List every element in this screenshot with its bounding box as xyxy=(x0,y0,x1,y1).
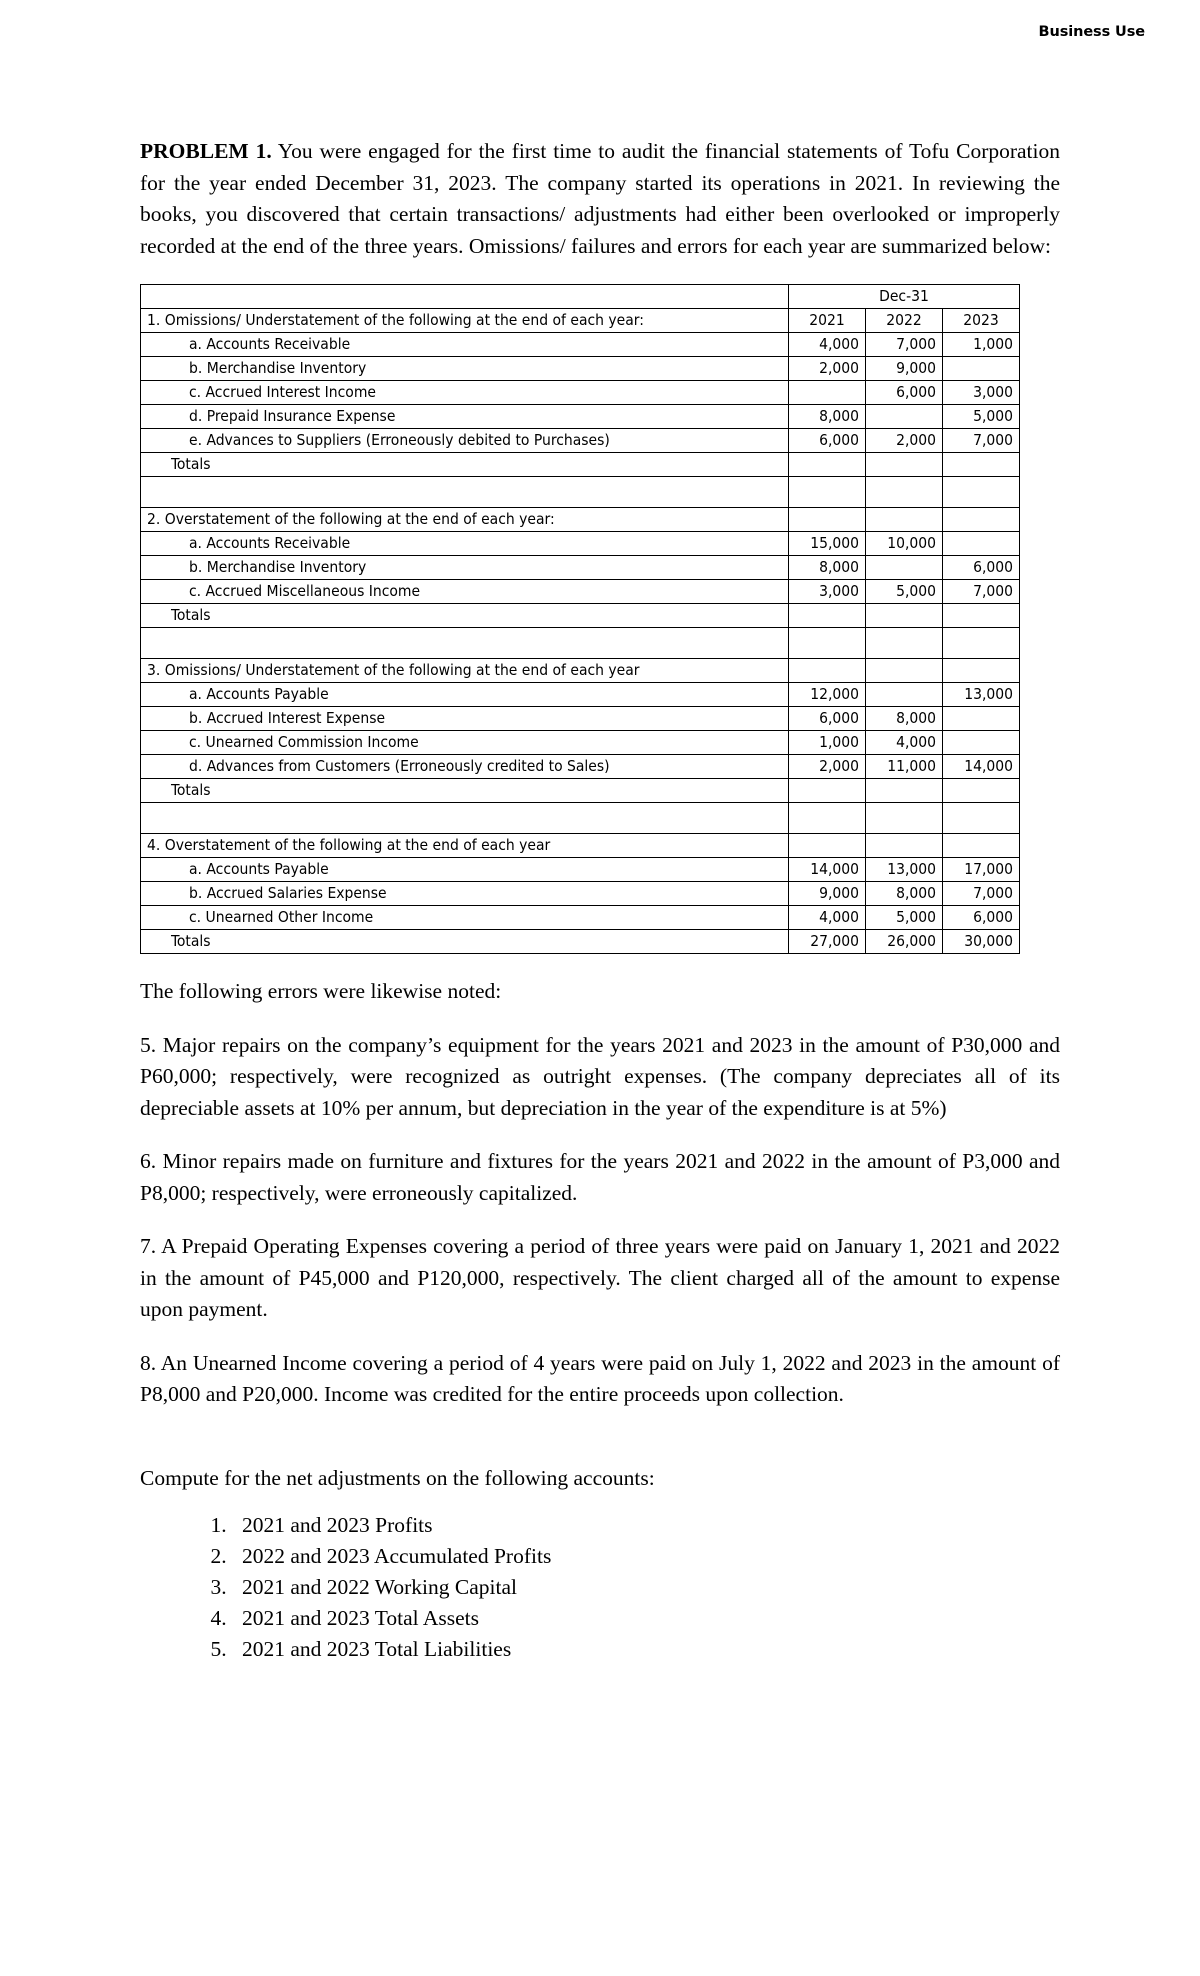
table-cell-value: 6,000 xyxy=(789,707,866,731)
table-cell-value xyxy=(943,659,1020,683)
table-cell-value xyxy=(943,604,1020,628)
table-cell-value: 1,000 xyxy=(943,333,1020,357)
table-totals-label: Totals xyxy=(141,604,789,628)
table-cell-value: 9,000 xyxy=(789,882,866,906)
table-row-label: a. Accounts Receivable xyxy=(141,532,789,556)
error-item-8: 8. An Unearned Income covering a period of 4 years were paid on July 1, 2022 and 2023 in the amount of P8,000 and P20,000. Income was credited for the entire proceeds upon collection. xyxy=(140,1350,1060,1406)
table-totals-row xyxy=(141,604,1020,628)
table-cell-value xyxy=(789,604,866,628)
compute-list-item: 4. 2021 and 2023 Total Assets xyxy=(232,1603,1060,1633)
table-cell-value: 13,000 xyxy=(866,858,943,882)
table-totals-label: Totals xyxy=(141,779,789,803)
table-cell-value: 7,000 xyxy=(943,429,1020,453)
document-body xyxy=(140,136,1060,1665)
header-blank-cell xyxy=(141,285,789,309)
table-cell-value: 26,000 xyxy=(866,930,943,954)
table-cell-value: 6,000 xyxy=(943,906,1020,930)
table-cell-value xyxy=(943,707,1020,731)
table-row xyxy=(141,858,1020,882)
table-cell-value: 8,000 xyxy=(789,405,866,429)
table-cell-value: 6,000 xyxy=(789,429,866,453)
table-cell-value xyxy=(866,779,943,803)
table-cell-value: 2,000 xyxy=(866,429,943,453)
year-column-header: 2023 xyxy=(943,309,1020,333)
table-cell-value xyxy=(866,556,943,580)
table-cell-value xyxy=(789,628,866,659)
errors-section xyxy=(140,976,1060,1411)
table-cell-value xyxy=(943,731,1020,755)
table-cell-value xyxy=(866,604,943,628)
error-item-7: 7. A Prepaid Operating Expenses covering a period of three years were paid on January 1, 2021 and 2022 in the amount of P45,000 and P120,000, respectively. The client charged all of the amount to expense upon payment. xyxy=(140,1234,1060,1321)
compute-list-item: 1. 2021 and 2023 Profits xyxy=(232,1510,1060,1540)
table-spacer-row xyxy=(141,477,1020,508)
compute-section xyxy=(140,1463,1060,1665)
table-cell-value: 4,000 xyxy=(789,906,866,930)
table-row-label: a. Accounts Payable xyxy=(141,683,789,707)
table-cell-value: 12,000 xyxy=(789,683,866,707)
compute-prompt: Compute for the net adjustments on the following accounts: xyxy=(140,1465,655,1490)
table-cell-value xyxy=(789,381,866,405)
table-cell-value: 13,000 xyxy=(943,683,1020,707)
table-row-label: b. Accrued Interest Expense xyxy=(141,707,789,731)
error-item-5: 5. Major repairs on the company’s equipment for the years 2021 and 2023 in the amount of P30,000 and P60,000; respectively, were recognized as outright expenses. (The company depreciates all of its depreciable assets at 10% per annum, but depreciation in the year of the expenditure is at 5%) xyxy=(140,1032,1060,1120)
table-section-heading-row xyxy=(141,659,1020,683)
table-cell-value xyxy=(866,405,943,429)
table-cell-value: 15,000 xyxy=(789,532,866,556)
running-header: Business Use xyxy=(1038,24,1145,40)
table-totals-row xyxy=(141,453,1020,477)
table-cell-value xyxy=(943,453,1020,477)
errors-intro: The following errors were likewise noted: xyxy=(140,979,502,1003)
table-cell-value: 2,000 xyxy=(789,357,866,381)
table-row xyxy=(141,683,1020,707)
table-cell-value: 6,000 xyxy=(943,556,1020,580)
table-section-heading: 2. Overstatement of the following at the end of each year: xyxy=(141,508,789,532)
table-cell-value: 7,000 xyxy=(943,882,1020,906)
table-cell-value: 4,000 xyxy=(866,731,943,755)
table-cell-value xyxy=(789,834,866,858)
table-section-heading-row xyxy=(141,834,1020,858)
table-cell-value: 8,000 xyxy=(789,556,866,580)
table-cell-value: 7,000 xyxy=(943,580,1020,604)
table-row xyxy=(141,532,1020,556)
intro-paragraph xyxy=(140,136,1060,262)
table-row-label: b. Accrued Salaries Expense xyxy=(141,882,789,906)
table-row-label: a. Accounts Receivable xyxy=(141,333,789,357)
table-cell-value xyxy=(866,803,943,834)
table-section-heading-row xyxy=(141,508,1020,532)
table-cell-value: 30,000 xyxy=(943,930,1020,954)
table-cell-value xyxy=(943,477,1020,508)
table-row-label: c. Accrued Miscellaneous Income xyxy=(141,580,789,604)
table-section-heading: 3. Omissions/ Understatement of the following at the end of each year xyxy=(141,659,789,683)
adjustments-table-body xyxy=(141,285,1020,954)
table-cell-value: 9,000 xyxy=(866,357,943,381)
table-cell-value xyxy=(866,477,943,508)
table-row xyxy=(141,707,1020,731)
table-cell-value: 1,000 xyxy=(789,731,866,755)
table-row-label: a. Accounts Payable xyxy=(141,858,789,882)
table-cell-value: 5,000 xyxy=(866,906,943,930)
compute-list-item: 2. 2022 and 2023 Accumulated Profits xyxy=(232,1541,1060,1571)
table-cell-value xyxy=(943,803,1020,834)
table-row-label: b. Merchandise Inventory xyxy=(141,556,789,580)
table-cell-value: 6,000 xyxy=(866,381,943,405)
table-totals-label: Totals xyxy=(141,453,789,477)
table-cell-value: 7,000 xyxy=(866,333,943,357)
adjustments-table xyxy=(140,284,1020,954)
year-column-header: 2021 xyxy=(789,309,866,333)
table-cell-value xyxy=(789,779,866,803)
table-cell-value xyxy=(866,683,943,707)
table-cell-value xyxy=(866,659,943,683)
table-row-label: c. Accrued Interest Income xyxy=(141,381,789,405)
table-section-heading: 1. Omissions/ Understatement of the following at the end of each year: xyxy=(141,309,789,333)
table-cell-value xyxy=(866,834,943,858)
table-cell-value: 11,000 xyxy=(866,755,943,779)
table-totals-label: Totals xyxy=(141,930,789,954)
table-cell-value xyxy=(866,453,943,477)
table-row xyxy=(141,731,1020,755)
table-cell-value: 4,000 xyxy=(789,333,866,357)
table-cell-value: 17,000 xyxy=(943,858,1020,882)
table-cell-value xyxy=(789,803,866,834)
table-cell-value xyxy=(943,628,1020,659)
table-spacer-cell xyxy=(141,628,789,659)
intro-text: You were engaged for the first time to audit the financial statements of Tofu Corporation for the year ended December 31, 2023. The company started its operations in 2021. In reviewing the books, you discovered that certain transactions/ adjustments had either been overlooked or improperly recorded at the end of the three years. Omissions/ failures and errors for each year are summarized below: xyxy=(140,139,1061,258)
table-cell-value xyxy=(866,508,943,532)
table-row xyxy=(141,556,1020,580)
table-row xyxy=(141,755,1020,779)
table-spacer-row xyxy=(141,803,1020,834)
table-cell-value: 8,000 xyxy=(866,707,943,731)
table-cell-value: 5,000 xyxy=(943,405,1020,429)
table-row-label: d. Prepaid Insurance Expense xyxy=(141,405,789,429)
problem-label: PROBLEM 1. xyxy=(140,139,272,163)
table-cell-value: 10,000 xyxy=(866,532,943,556)
table-cell-value xyxy=(943,532,1020,556)
table-totals-row xyxy=(141,930,1020,954)
table-cell-value xyxy=(789,477,866,508)
table-cell-value: 5,000 xyxy=(866,580,943,604)
table-row xyxy=(141,357,1020,381)
table-spacer-cell xyxy=(141,803,789,834)
table-section-heading: 4. Overstatement of the following at the end of each year xyxy=(141,834,789,858)
table-cell-value xyxy=(789,453,866,477)
year-column-header: 2022 xyxy=(866,309,943,333)
table-spacer-row xyxy=(141,628,1020,659)
table-row-label: c. Unearned Other Income xyxy=(141,906,789,930)
table-row xyxy=(141,580,1020,604)
table-header-row-period xyxy=(141,285,1020,309)
table-cell-value xyxy=(866,628,943,659)
table-cell-value: 2,000 xyxy=(789,755,866,779)
table-cell-value: 14,000 xyxy=(789,858,866,882)
table-cell-value xyxy=(943,508,1020,532)
table-row-label: b. Merchandise Inventory xyxy=(141,357,789,381)
table-cell-value xyxy=(943,834,1020,858)
table-row xyxy=(141,333,1020,357)
compute-list xyxy=(140,1510,1060,1664)
table-row xyxy=(141,906,1020,930)
table-cell-value: 3,000 xyxy=(789,580,866,604)
table-cell-value xyxy=(789,659,866,683)
table-row-label: c. Unearned Commission Income xyxy=(141,731,789,755)
table-row xyxy=(141,381,1020,405)
table-row xyxy=(141,429,1020,453)
table-cell-value: 8,000 xyxy=(866,882,943,906)
table-spacer-cell xyxy=(141,477,789,508)
table-row-label: d. Advances from Customers (Erroneously credited to Sales) xyxy=(141,755,789,779)
table-cell-value xyxy=(943,779,1020,803)
table-cell-value xyxy=(943,357,1020,381)
table-totals-row xyxy=(141,779,1020,803)
table-cell-value: 14,000 xyxy=(943,755,1020,779)
table-row xyxy=(141,882,1020,906)
table-cell-value xyxy=(789,508,866,532)
period-header: Dec-31 xyxy=(789,285,1020,309)
table-row-label: e. Advances to Suppliers (Erroneously debited to Purchases) xyxy=(141,429,789,453)
compute-list-item: 5. 2021 and 2023 Total Liabilities xyxy=(232,1634,1060,1664)
compute-list-item: 3. 2021 and 2022 Working Capital xyxy=(232,1572,1060,1602)
table-cell-value: 3,000 xyxy=(943,381,1020,405)
error-item-6: 6. Minor repairs made on furniture and fixtures for the years 2021 and 2022 in the amount of P3,000 and P8,000; respectively, were erroneously capitalized. xyxy=(140,1149,1060,1205)
table-row xyxy=(141,405,1020,429)
table-section-heading-row xyxy=(141,309,1020,333)
table-cell-value: 27,000 xyxy=(789,930,866,954)
